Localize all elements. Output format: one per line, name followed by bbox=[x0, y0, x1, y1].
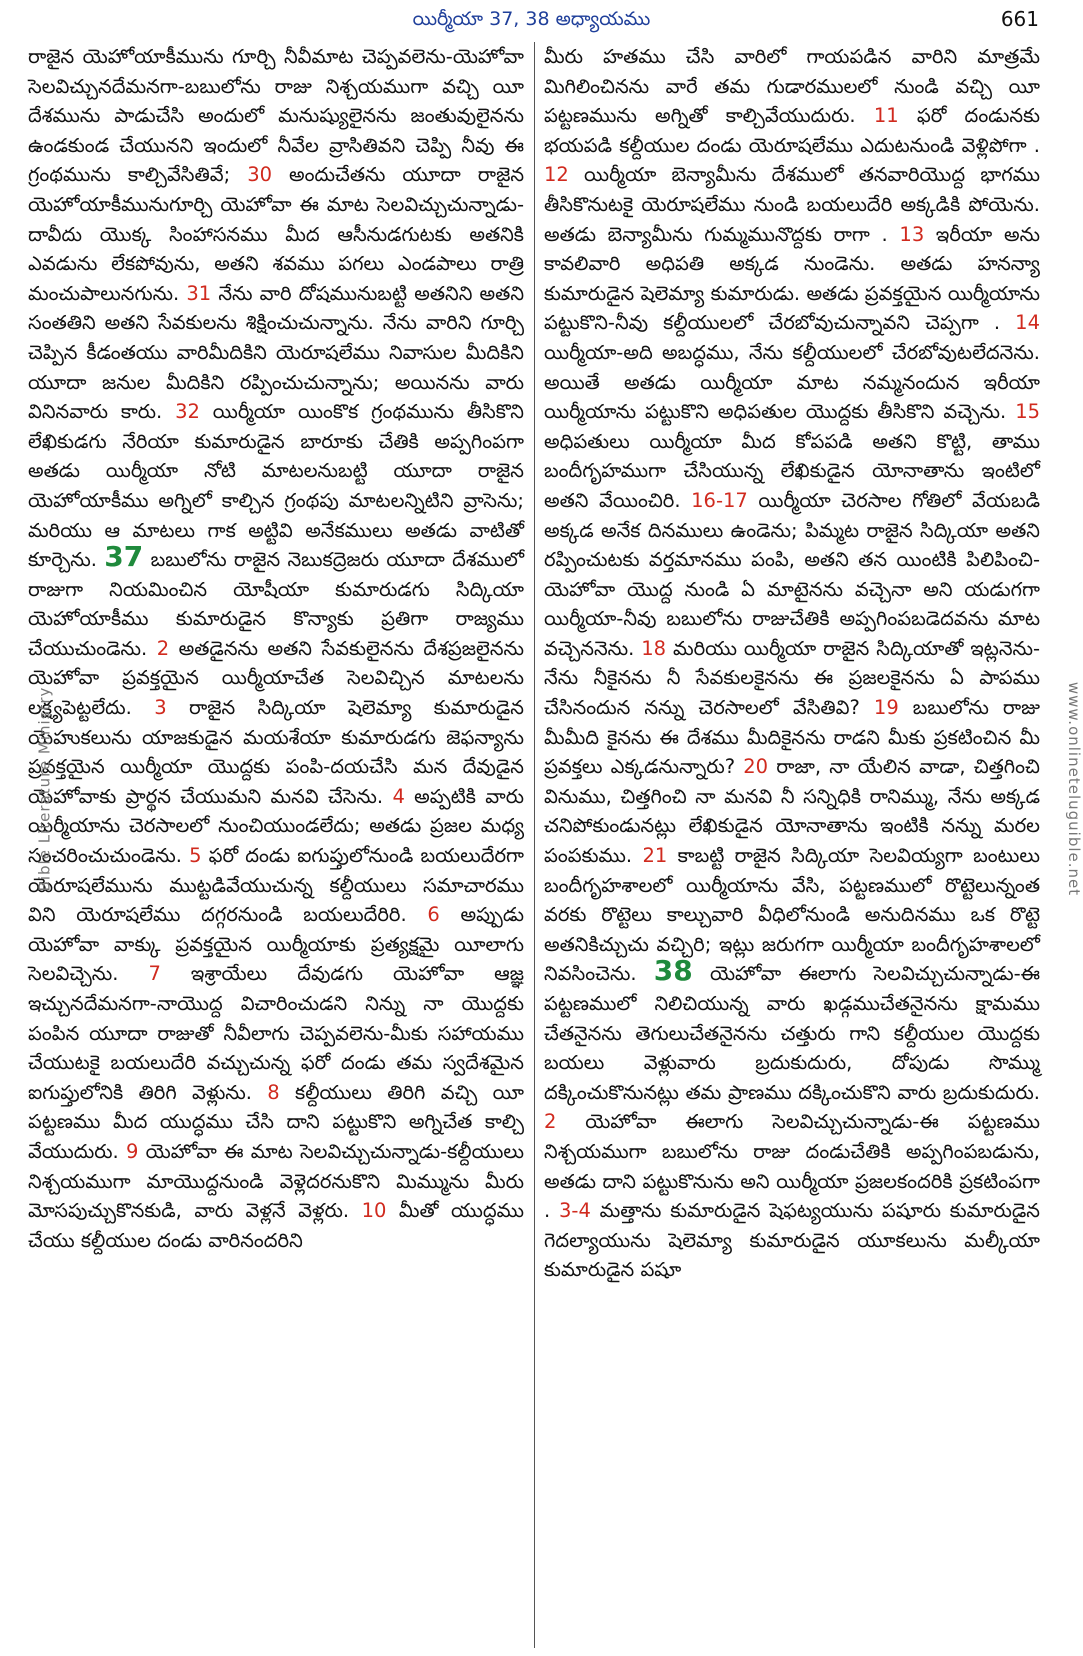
verse-number: 21 bbox=[642, 844, 668, 868]
verse-text: రాజైన యెహోయాకీమును గూర్చి నీవీమాట చెప్పవలెను-యెహోవా సెలవిచ్చునదేమనగా-బబులోను రాజు నిశ్చయముగా వచ్చి యీ దేశమును పాడుచేసి అందులో మనుష్యులైనను జంతువులైనను ఉండకుండ చేయునని ఇందులో నీవేల వ్రాసితివని చెప్పి నీవు ఈ గ్రంథమును కాల్చివేసితివే; bbox=[28, 45, 524, 187]
verse-text: యెహోవా ఈలాగు సెలవిచ్చుచున్నాడు-ఈ పట్టణము నిశ్చయముగా బబులోను రాజు దండుచేతికి అప్పగింపబడును, అతడు దాని పట్టుకొనును అని యిర్మీయా ప్రజలకందరికి ప్రకటింపగా . bbox=[544, 1110, 1040, 1223]
right-column bbox=[544, 42, 1040, 1648]
verse-number: 3-4 bbox=[559, 1199, 591, 1223]
verse-text: మత్తాను కుమారుడైన షెఫట్యయును పషూరు కుమారుడైన గెదల్యాయును షెలెమ్యా కుమారుడైన యూకలును మల్కీయా కుమారుడైన పషూ bbox=[544, 1199, 1040, 1282]
verse-text: ఇశ్రాయేలు దేవుడగు యెహోవా ఆజ్ఞ ఇచ్చునదేమనగా-నాయొద్ద విచారించుడని నిన్ను నా యొద్దకు పంపిన యూదా రాజుతో నీవీలాగు చెప్పవలెను-మీకు సహాయము చేయుటకై బయలుదేరి వచ్చుచున్న ఫరో దండు తమ స్వదేశమైన ఐగుప్తులోనికి తిరిగి వెళ్లును. bbox=[28, 962, 525, 1104]
chapter-number: 37 bbox=[104, 540, 144, 574]
verse-text: మరియు యిర్మీయా రాజైన సిద్కియాతో ఇట్లనెను-నేను నీకైనను నీ సేవకులకైనను ఈ ప్రజలకైనను ఏ పాపము చేసినందున నన్ను చెరసాలలో వేసితివి? bbox=[544, 636, 1040, 720]
verse-text: రాజా, నా యేలిన వాడా, చిత్తగించి వినుము, చిత్తగించి నా మనవి నీ సన్నిధికి రానిమ్ము, నేను అక్కడ చనిపోకుండునట్లు లేఖికుడైన యోనాతాను ఇంటికి నన్ను మరల పంపకుము. bbox=[544, 755, 1040, 868]
verse-number: 20 bbox=[743, 755, 769, 779]
text-columns bbox=[28, 42, 1040, 1648]
verse-number: 19 bbox=[873, 696, 899, 720]
verse-text: ఫరో దండు ఐగుప్తులోనుండి బయలుదేరగా యెరూషలేమును ముట్టడివేయుచున్న కల్దీయులు సమాచారము విని యెరూషలేము దగ్గరనుండి బయలుదేరిరి. bbox=[28, 844, 525, 927]
verse-text: యిర్మీయా యింకొక గ్రంథమును తీసికొని లేఖికుడగు నేరియా కుమారుడైన బారూకు చేతికి అప్పగింపగా అతడు యిర్మీయా నోటి మాటలనుబట్టి యూదా రాజైన యెహోయాకీము అగ్నిలో కాల్చిన గ్రంథపు మాటలన్నిటిని వ్రాసెను; మరియు ఆ మాటలు గాక అట్టివి అనేకములు అతడు వాటితో కూర్చెను. bbox=[28, 400, 524, 572]
verse-number: 13 bbox=[899, 222, 925, 246]
verse-text: అప్పటికి వారు యిర్మీయాను చెరసాలలో నుంచియుండలేదు; అతడు ప్రజల మధ్య సంచరించుచుండెను. bbox=[28, 784, 524, 868]
verse-number: 6 bbox=[427, 903, 440, 927]
verse-number: 14 bbox=[1015, 311, 1040, 335]
verse-number: 15 bbox=[1015, 400, 1041, 424]
verse-number: 5 bbox=[189, 844, 202, 868]
verse-text: కాబట్టి రాజైన సిద్కియా సెలవియ్యగా బంటులు బందీగృహశాలలో యిర్మీయాను వేసి, పట్టణములో రొట్టెలున్నంత వరకు రొట్టెలు కాల్చువారి వీధిలోనుండి అనుదినము ఒక రొట్టె అతనికిచ్చుచు వచ్చిరి; ఇట్లు జరుగగా యిర్మీయా బందీగృహశాలలో నివసించెను. bbox=[544, 844, 1040, 986]
verse-number: 10 bbox=[361, 1199, 387, 1223]
verse-text: యిర్మీయా చెరసాల గోతిలో వేయబడి అక్కడ అనేక దినములు ఉండెను; పిమ్మట రాజైన సిద్కియా అతని రప్పించుటకు వర్తమానము పంపి, అతని తన యింటికి పిలిపించి-యెహోవా యొద్ద నుండి ఏ మాటైనను వచ్చెనా అని యడుగగా యిర్మీయా-నీవు బబులోను రాజుచేతికి అప్పగింపబడెదవను మాట వచ్చెననెను. bbox=[544, 488, 1041, 660]
left-column-text bbox=[28, 42, 524, 1255]
verse-number: 2 bbox=[544, 1110, 557, 1134]
verse-text: యెహోవా ఈలాగు సెలవిచ్చుచున్నాడు-ఈ పట్టణములో నిలిచియున్న వారు ఖడ్గముచేతనైనను క్షామము చేతనైనను తెగులుచేతనైనను చత్తురు గాని కల్దీయుల యొద్దకు బయలు వెళ్లువారు బ్రదుకుదురు, దోపుడు సొమ్ము దక్కించుకొనునట్లు తమ ప్రాణము దక్కించుకొని వారు బ్రదుకుదురు. bbox=[544, 962, 1040, 1104]
verse-text: బబులోను రాజు మీమీది కైనను ఈ దేశము మీదికైనను రాడని మీకు ప్రకటించిన మీ ప్రవక్తలు ఎక్కడనున్నారు? bbox=[544, 696, 1041, 779]
verse-text: మీతో యుద్ధము చేయు కల్దీయుల దండు వారినందరిని bbox=[28, 1199, 525, 1252]
verse-number: 31 bbox=[186, 281, 212, 305]
side-watermark-right: www.onlineteluguible.net bbox=[1064, 681, 1083, 897]
right-column-text bbox=[544, 42, 1040, 1285]
verse-text: బబులోను రాజైన నెబుకద్రెజరు యూదా దేశములో రాజుగా నియమించిన యోషీయా కుమారుడగు సిద్కియా యెహోయాకీము కుమారుడైన కొన్యాకు ప్రతిగా రాజ్యము చేయుచుండెను. bbox=[28, 548, 525, 660]
page-header bbox=[0, 0, 1063, 38]
verse-number: 8 bbox=[267, 1080, 280, 1104]
verse-text: అధిపతులు యిర్మీయా మీద కోపపడి అతని కొట్టి, తాము బందీగృహముగా చేసియున్న లేఖికుడైన యోనాతాను ఇంటిలో అతని వేయించిరి. bbox=[544, 429, 1040, 512]
verse-text: అప్పుడు యెహోవా వాక్కు ప్రవక్తయైన యిర్మీయాకు ప్రత్యక్షమై యీలాగు సెలవిచ్చెను. bbox=[28, 903, 524, 986]
verse-text: మీరు హతము చేసి వారిలో గాయపడిన వారిని మాత్రమే మిగిలించినను వారే తమ గుడారములలో నుండి వచ్చి యీ పట్టణమును అగ్నితో కాల్చివేయుదురు. bbox=[544, 45, 1040, 128]
verse-text: రాజైన సిద్కియా షెలెమ్యా కుమారుడైన యెహుకలును యాజకుడైన మయశేయా కుమారుడగు జెఫన్యాను ప్రవక్తయైన యిర్మీయా యొద్దకు పంపి-దయచేసి మన దేవుడైన యెహోవాకు ప్రార్థన చేయుమని మనవి చేసెను. bbox=[28, 696, 524, 808]
verse-text: యిర్మీయా-అది అబద్ధము, నేను కల్దీయులలో చేరబోవుటలేదనెను. అయితే అతడు యిర్మీయా మాట నమ్మనందున ఇరీయా యిర్మీయాను పట్టుకొని అధిపతుల యొద్దకు తీసికొని వచ్చెను. bbox=[544, 340, 1040, 424]
verse-text: అతడైనను అతని సేవకులైనను దేశప్రజలైనను యెహోవా ప్రవక్తయైన యిర్మీయాచేత సెలవిచ్చిన మాటలను లక్ష్యపెట్టలేదు. bbox=[28, 636, 524, 720]
verse-number: 32 bbox=[175, 400, 200, 424]
verse-number: 4 bbox=[392, 784, 405, 808]
verse-text: కల్దీయులు తిరిగి వచ్చి యీ పట్టణము మీద యుద్ధము చేసి దాని పట్టుకొని అగ్నిచేత కాల్చి వేయుదురు. bbox=[28, 1080, 524, 1163]
verse-number: 16-17 bbox=[691, 488, 748, 512]
verse-number: 9 bbox=[125, 1139, 139, 1163]
verse-number: 2 bbox=[156, 636, 170, 660]
verse-text: నేను వారి దోషమునుబట్టి అతనిని అతని సంతతిని అతని సేవకులను శిక్షించుచున్నాను. నేను వారిని గూర్చి చెప్పిన కీడంతయు వారిమీదికిని యెరూషలేము నివాసుల మీదికిని యూదా జనుల మీదికిని రప్పించుచున్నాను; అయినను వారు వినినవారు కారు. bbox=[28, 281, 525, 424]
verse-number: 12 bbox=[544, 163, 569, 187]
verse-text: అందుచేతను యూదా రాజైన యెహోయాకీమునుగూర్చి యెహోవా ఈ మాట సెలవిచ్చుచున్నాడు-దావీదు యొక్క సింహాసనము మీద ఆసీనుడగుటకు అతనికి ఎవడును లేకపోవును, అతని శవము పగలు ఎండపాలు రాత్రి మంచుపాలునగును. bbox=[28, 163, 525, 305]
verse-text: యిర్మీయా బెన్యామీను దేశములో తనవారియొద్ద భాగము తీసికొనుటకై యెరూషలేము నుండి బయలుదేరి అక్కడికి పోయెను. అతడు బెన్యామీను గుమ్మమునొద్దకు రాగా . bbox=[544, 163, 1040, 246]
verse-text: ఇరీయా అను కావలివారి అధిపతి అక్కడ నుండెను. అతడు హనన్యా కుమారుడైన షెలెమ్యా కుమారుడు. అతడు ప్రవక్తయైన యిర్మీయాను పట్టుకొని-నీవు కల్దీయులలో చేరబోవుచున్నావని చెప్పగా . bbox=[544, 222, 1040, 335]
verse-number: 18 bbox=[641, 636, 667, 660]
chapter-number: 38 bbox=[653, 954, 693, 988]
running-title: యిర్మీయా 37, 38 అధ్యాయము bbox=[412, 8, 651, 30]
side-watermark-left: Bible Literature Ministry bbox=[35, 686, 54, 892]
verse-number: 30 bbox=[247, 163, 273, 187]
page-number: 661 bbox=[1000, 7, 1039, 31]
verse-number: 11 bbox=[873, 104, 899, 128]
verse-number: 7 bbox=[148, 962, 161, 986]
verse-text: యెహోవా ఈ మాట సెలవిచ్చుచున్నాడు-కల్దీయులు నిశ్చయముగా మాయొద్దనుండి వెళ్లెదరనుకొని మిమ్మును మీరు మోసపుచ్చుకొనకుడి, వారు వెళ్లనే వెళ్లరు. bbox=[28, 1139, 524, 1223]
left-column bbox=[28, 42, 524, 1648]
verse-text: ఫరో దండునకు భయపడి కల్దీయుల దండు యెరూషలేము ఎదుటనుండి వెళ్లిపోగా . bbox=[544, 104, 1040, 157]
column-divider bbox=[534, 42, 535, 1648]
verse-number: 3 bbox=[154, 696, 167, 720]
